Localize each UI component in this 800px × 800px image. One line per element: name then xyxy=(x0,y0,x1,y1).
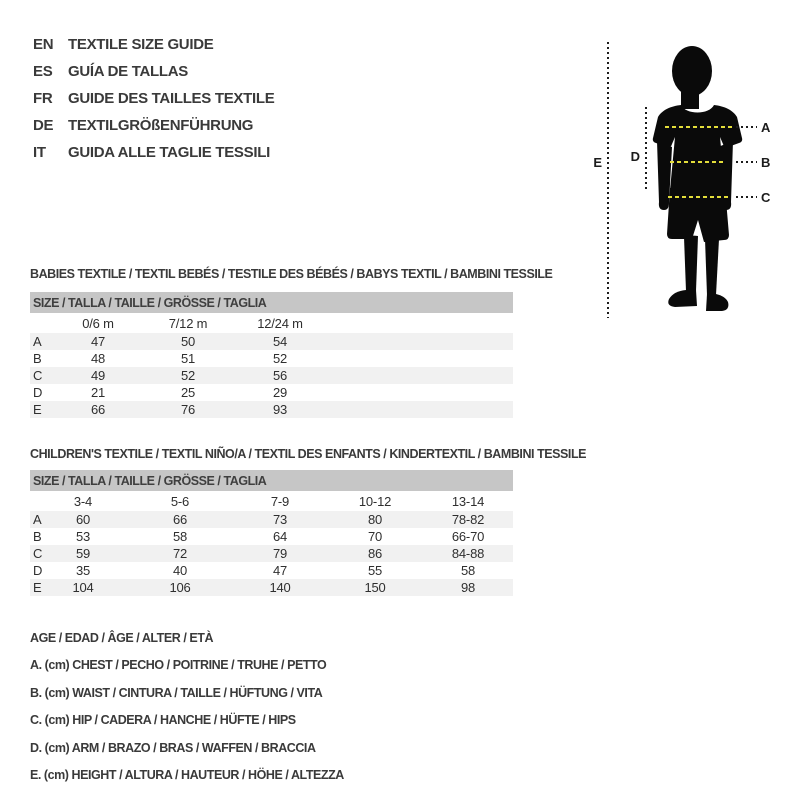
measurement-legend xyxy=(30,624,344,789)
row-label: D xyxy=(33,385,43,400)
size-cell: 98 xyxy=(460,580,476,595)
age-column-header-row xyxy=(30,491,513,511)
size-cell: 80 xyxy=(367,512,383,527)
size-cell: 55 xyxy=(367,563,383,578)
size-cell: 54 xyxy=(272,334,288,349)
size-cell: 64 xyxy=(272,529,288,544)
language-label: GUÍA DE TALLAS xyxy=(68,63,188,80)
table-row xyxy=(30,528,513,545)
row-label: C xyxy=(33,368,43,383)
table-row xyxy=(30,579,513,596)
language-row xyxy=(33,85,274,112)
legend-line-chest: A. (cm) CHEST / PECHO / POITRINE / TRUHE / PETTO xyxy=(30,658,327,673)
table-row xyxy=(30,511,513,528)
row-label: A xyxy=(33,512,42,527)
row-label: D xyxy=(33,563,43,578)
height-measure-line-e xyxy=(607,42,609,318)
row-label: E xyxy=(33,580,42,595)
table-row xyxy=(30,367,513,384)
size-cell: 93 xyxy=(272,402,288,417)
column-header: 7/12 m xyxy=(168,315,208,331)
measure-label-b: B xyxy=(761,155,771,170)
size-cell: 35 xyxy=(75,563,91,578)
size-cell: 53 xyxy=(75,529,91,544)
size-cell: 48 xyxy=(90,351,106,366)
size-cell: 140 xyxy=(269,580,291,595)
size-cell: 79 xyxy=(272,546,288,561)
legend-line-waist: B. (cm) WAIST / CINTURA / TAILLE / HÜFTUNG / VITA xyxy=(30,685,323,700)
measure-label-d: D xyxy=(630,149,640,164)
size-cell: 76 xyxy=(180,402,196,417)
hip-measure-line-c-ext xyxy=(736,196,757,198)
column-header: 0/6 m xyxy=(82,315,114,331)
size-header-band: SIZE / TALLA / TAILLE / GRÖSSE / TAGLIA xyxy=(30,292,513,313)
column-header: 12/24 m xyxy=(257,315,303,331)
arm-measure-line-d xyxy=(645,107,647,190)
size-cell: 104 xyxy=(72,580,94,595)
measure-label-e: E xyxy=(593,155,602,170)
language-row xyxy=(33,139,274,166)
size-cell: 21 xyxy=(90,385,106,400)
legend-line-arm: D. (cm) ARM / BRAZO / BRAS / WAFFEN / BRACCIA xyxy=(30,740,316,755)
language-code: DE xyxy=(33,117,54,134)
size-cell: 106 xyxy=(169,580,191,595)
size-cell: 47 xyxy=(90,334,106,349)
size-cell: 58 xyxy=(172,529,188,544)
size-cell: 59 xyxy=(75,546,91,561)
legend-line-age: AGE / EDAD / ÂGE / ALTER / ETÀ xyxy=(30,630,214,645)
size-cell: 50 xyxy=(180,334,196,349)
table-row xyxy=(30,562,513,579)
language-label: GUIDA ALLE TAGLIE TESSILI xyxy=(68,144,270,161)
language-code: IT xyxy=(33,144,46,161)
child-silhouette xyxy=(645,43,745,318)
size-cell: 47 xyxy=(272,563,288,578)
size-cell: 25 xyxy=(180,385,196,400)
size-cell: 73 xyxy=(272,512,288,527)
size-cell: 66-70 xyxy=(451,529,485,544)
column-header: 7-9 xyxy=(270,493,290,509)
children-section-title: CHILDREN'S TEXTILE / TEXTIL NIÑO/A / TEXTIL DES ENFANTS / KINDERTEXTIL / BAMBINI TESSILE xyxy=(30,447,587,461)
language-row xyxy=(33,112,274,139)
table-row xyxy=(30,545,513,562)
babies-size-table xyxy=(30,292,513,418)
size-cell: 72 xyxy=(172,546,188,561)
legend-line-height: E. (cm) HEIGHT / ALTURA / HAUTEUR / HÖHE / ALTEZZA xyxy=(30,768,344,783)
size-cell: 66 xyxy=(90,402,106,417)
size-cell: 70 xyxy=(367,529,383,544)
language-row xyxy=(33,31,274,58)
row-label: E xyxy=(33,402,42,417)
size-cell: 86 xyxy=(367,546,383,561)
size-cell: 51 xyxy=(180,351,196,366)
age-column-header-row xyxy=(30,313,513,333)
chest-measure-line-a xyxy=(665,126,735,128)
waist-measure-line-b-ext xyxy=(736,161,757,163)
size-cell: 56 xyxy=(272,368,288,383)
column-header: 5-6 xyxy=(170,493,190,509)
language-list xyxy=(33,31,274,166)
table-row xyxy=(30,384,513,401)
language-code: FR xyxy=(33,90,53,107)
size-cell: 52 xyxy=(272,351,288,366)
row-label: C xyxy=(33,546,43,561)
language-code: ES xyxy=(33,63,53,80)
language-label: GUIDE DES TAILLES TEXTILE xyxy=(68,90,275,107)
row-label: A xyxy=(33,334,42,349)
size-cell: 52 xyxy=(180,368,196,383)
language-label: TEXTILGRÖßENFÜHRUNG xyxy=(68,117,254,134)
measure-label-a: A xyxy=(761,120,771,135)
measure-label-c: C xyxy=(761,190,771,205)
language-code: EN xyxy=(33,36,54,53)
row-label: B xyxy=(33,529,42,544)
table-row xyxy=(30,333,513,350)
language-row xyxy=(33,58,274,85)
size-cell: 60 xyxy=(75,512,91,527)
column-header: 10-12 xyxy=(358,493,392,509)
size-cell: 66 xyxy=(172,512,188,527)
size-cell: 84-88 xyxy=(451,546,485,561)
row-label: B xyxy=(33,351,42,366)
table-row xyxy=(30,350,513,367)
column-header: 13-14 xyxy=(451,493,485,509)
size-cell: 150 xyxy=(364,580,386,595)
waist-measure-line-b xyxy=(670,161,724,163)
size-cell: 29 xyxy=(272,385,288,400)
children-size-table xyxy=(30,470,513,596)
table-row xyxy=(30,401,513,418)
babies-section-title: BABIES TEXTILE / TEXTIL BEBÉS / TESTILE DES BÉBÉS / BABYS TEXTIL / BAMBINI TESSILE xyxy=(30,267,553,281)
size-header-band: SIZE / TALLA / TAILLE / GRÖSSE / TAGLIA xyxy=(30,470,513,491)
size-cell: 78-82 xyxy=(451,512,485,527)
size-cell: 58 xyxy=(460,563,476,578)
language-label: TEXTILE SIZE GUIDE xyxy=(68,36,214,53)
size-cell: 40 xyxy=(172,563,188,578)
column-header: 3-4 xyxy=(73,493,93,509)
hip-measure-line-c xyxy=(668,196,728,198)
size-cell: 49 xyxy=(90,368,106,383)
chest-measure-line-a-ext xyxy=(736,126,757,128)
legend-line-hip: C. (cm) HIP / CADERA / HANCHE / HÜFTE / HIPS xyxy=(30,713,296,728)
